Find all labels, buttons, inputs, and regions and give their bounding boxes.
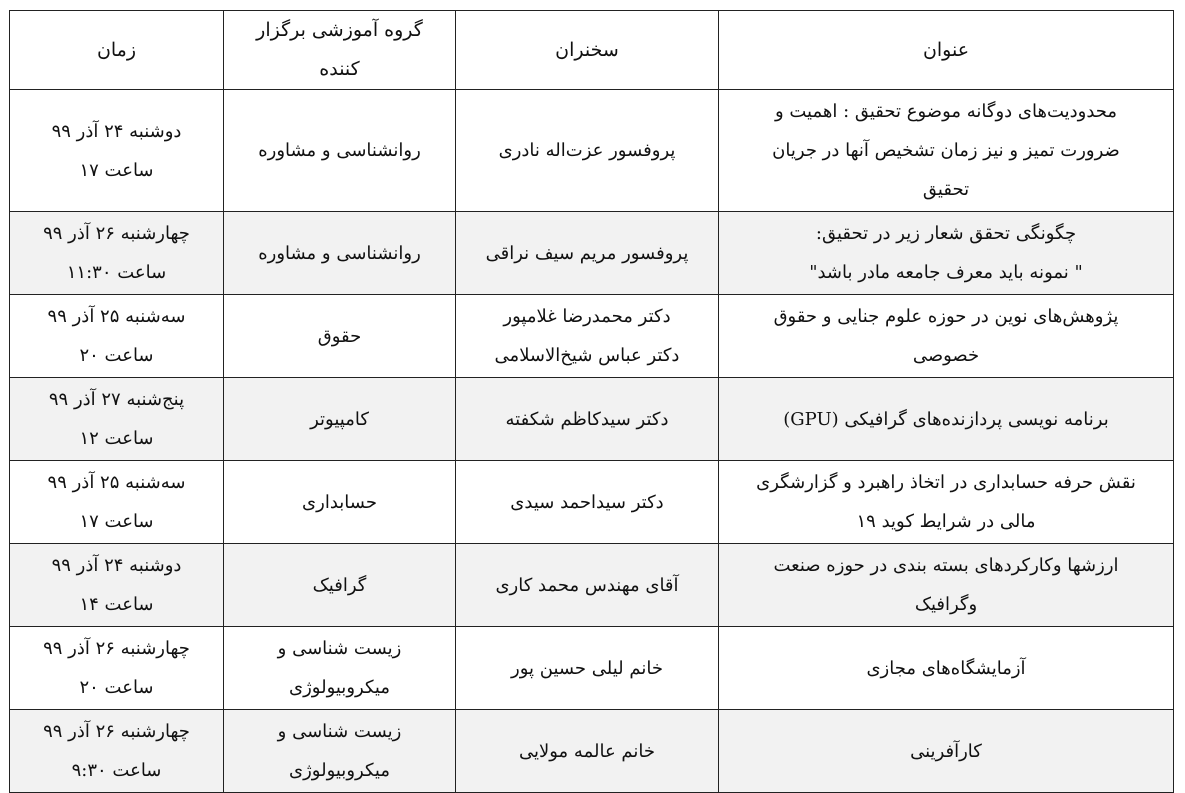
speaker-name: خانم عالمه مولایی: [518, 740, 656, 762]
title-line: برنامه نویسی پردازنده‌های گرافیکی (GPU): [783, 408, 1109, 430]
time-cell: [10, 212, 224, 295]
header-time: زمان: [10, 11, 224, 90]
group-name: کامپیوتر: [310, 408, 369, 430]
title-line: کارآفرینی: [910, 740, 982, 762]
group-name: روانشناسی و مشاوره: [258, 140, 421, 161]
speaker-name: خانم لیلی حسین پور: [511, 657, 663, 679]
group-cell: [224, 90, 456, 212]
title-line: مالی در شرایط کوید ۱۹: [856, 511, 1036, 532]
time-line: چهارشنبه ۲۶ آذر ۹۹: [43, 721, 190, 742]
group-cell: [224, 461, 456, 544]
group-name: زیست شناسی و: [277, 638, 402, 659]
title-line: ضرورت تمیز و نیز زمان تشخیص آنها در جریان: [772, 140, 1120, 161]
title-line: ارزشها وکارکردهای بسته بندی در حوزه صنعت: [773, 555, 1119, 576]
group-name: زیست شناسی و: [277, 721, 402, 742]
group-name: میکروبیولوژی: [289, 677, 390, 698]
time-line: ساعت ۱۱:۳۰: [66, 262, 167, 283]
time-cell: [10, 90, 224, 212]
group-name: گرافیک: [312, 574, 367, 596]
time-line: سه‌شنبه ۲۵ آذر ۹۹: [47, 306, 186, 327]
header-title: عنوان: [719, 11, 1174, 90]
group-cell: [224, 378, 456, 461]
speaker-cell: [456, 461, 719, 544]
time-line: چهارشنبه ۲۶ آذر ۹۹: [43, 638, 190, 659]
table-row: [10, 710, 1174, 793]
table-row: [10, 544, 1174, 627]
speaker-cell: [456, 710, 719, 793]
title-cell: [719, 627, 1174, 710]
title-line: پژوهش‌های نوین در حوزه علوم جنایی و حقوق: [773, 306, 1119, 327]
title-cell: [719, 544, 1174, 627]
time-cell: [10, 544, 224, 627]
speaker-name: دکتر عباس شیخ‌الاسلامی: [494, 345, 680, 366]
title-cell: [719, 212, 1174, 295]
speaker-cell: [456, 295, 719, 378]
title-line: خصوصی: [912, 345, 980, 366]
time-line: پنج‌شنبه ۲۷ آذر ۹۹: [48, 389, 185, 410]
title-cell: [719, 378, 1174, 461]
group-name: حقوق: [317, 325, 362, 347]
time-line: ساعت ۲۰: [79, 345, 154, 366]
table-row: [10, 378, 1174, 461]
title-line: وگرافیک: [914, 594, 978, 615]
time-line: ساعت ۱۴: [79, 594, 154, 615]
title-cell: [719, 461, 1174, 544]
speaker-cell: [456, 90, 719, 212]
group-cell: [224, 544, 456, 627]
table-row: [10, 627, 1174, 710]
group-name: میکروبیولوژی: [289, 760, 390, 781]
time-line: ساعت ۹:۳۰: [71, 760, 162, 781]
schedule-body: [10, 90, 1174, 793]
group-cell: [224, 710, 456, 793]
title-line: محدودیت‌های دوگانه موضوع تحقیق : اهمیت و: [774, 101, 1118, 122]
time-line: دوشنبه ۲۴ آذر ۹۹: [51, 120, 182, 142]
time-line: دوشنبه ۲۴ آذر ۹۹: [51, 555, 182, 576]
speaker-cell: [456, 378, 719, 461]
title-line: " نمونه باید معرف جامعه مادر باشد": [809, 262, 1083, 283]
speaker-cell: [456, 627, 719, 710]
time-line: سه‌شنبه ۲۵ آذر ۹۹: [47, 472, 186, 493]
table-row: [10, 461, 1174, 544]
time-cell: [10, 295, 224, 378]
group-cell: [224, 627, 456, 710]
time-cell: [10, 461, 224, 544]
title-line: نقش حرفه حسابداری در اتخاذ راهبرد و گزارشگری: [756, 472, 1136, 493]
table-row: [10, 295, 1174, 378]
table-row: [10, 212, 1174, 295]
time-line: ساعت ۱۷: [79, 159, 154, 181]
speaker-cell: [456, 212, 719, 295]
seminar-schedule-table: [9, 10, 1174, 793]
table-row: [10, 90, 1174, 212]
time-line: چهارشنبه ۲۶ آذر ۹۹: [43, 223, 190, 244]
speaker-cell: [456, 544, 719, 627]
time-cell: [10, 378, 224, 461]
header-group: گروه آموزشی برگزار کننده: [224, 11, 456, 90]
time-line: ساعت ۱۲: [79, 428, 154, 449]
group-cell: [224, 295, 456, 378]
title-cell: [719, 295, 1174, 378]
speaker-name: دکتر سیدکاظم شکفته: [505, 408, 669, 430]
speaker-name: دکتر محمدرضا غلامپور: [503, 306, 671, 327]
title-line: آزمایشگاه‌های مجازی: [866, 657, 1026, 679]
time-line: ساعت ۱۷: [79, 511, 154, 532]
group-name: روانشناسی و مشاوره: [258, 242, 421, 264]
header-speaker: سخنران: [456, 11, 719, 90]
speaker-name: پروفسور مریم سیف نراقی: [485, 242, 689, 264]
time-cell: [10, 627, 224, 710]
time-line: ساعت ۲۰: [79, 677, 154, 698]
speaker-name: پروفسور عزت‌اله نادری: [498, 140, 676, 161]
title-cell: [719, 90, 1174, 212]
time-cell: [10, 710, 224, 793]
speaker-name: آقای مهندس محمد کاری: [495, 574, 679, 596]
title-line: تحقیق: [922, 179, 970, 200]
header-row: [10, 11, 1174, 90]
title-cell: [719, 710, 1174, 793]
title-line: چگونگی تحقق شعار زیر در تحقیق:: [815, 223, 1077, 244]
group-cell: [224, 212, 456, 295]
speaker-name: دکتر سیداحمد سیدی: [510, 491, 664, 513]
group-name: حسابداری: [302, 491, 377, 513]
